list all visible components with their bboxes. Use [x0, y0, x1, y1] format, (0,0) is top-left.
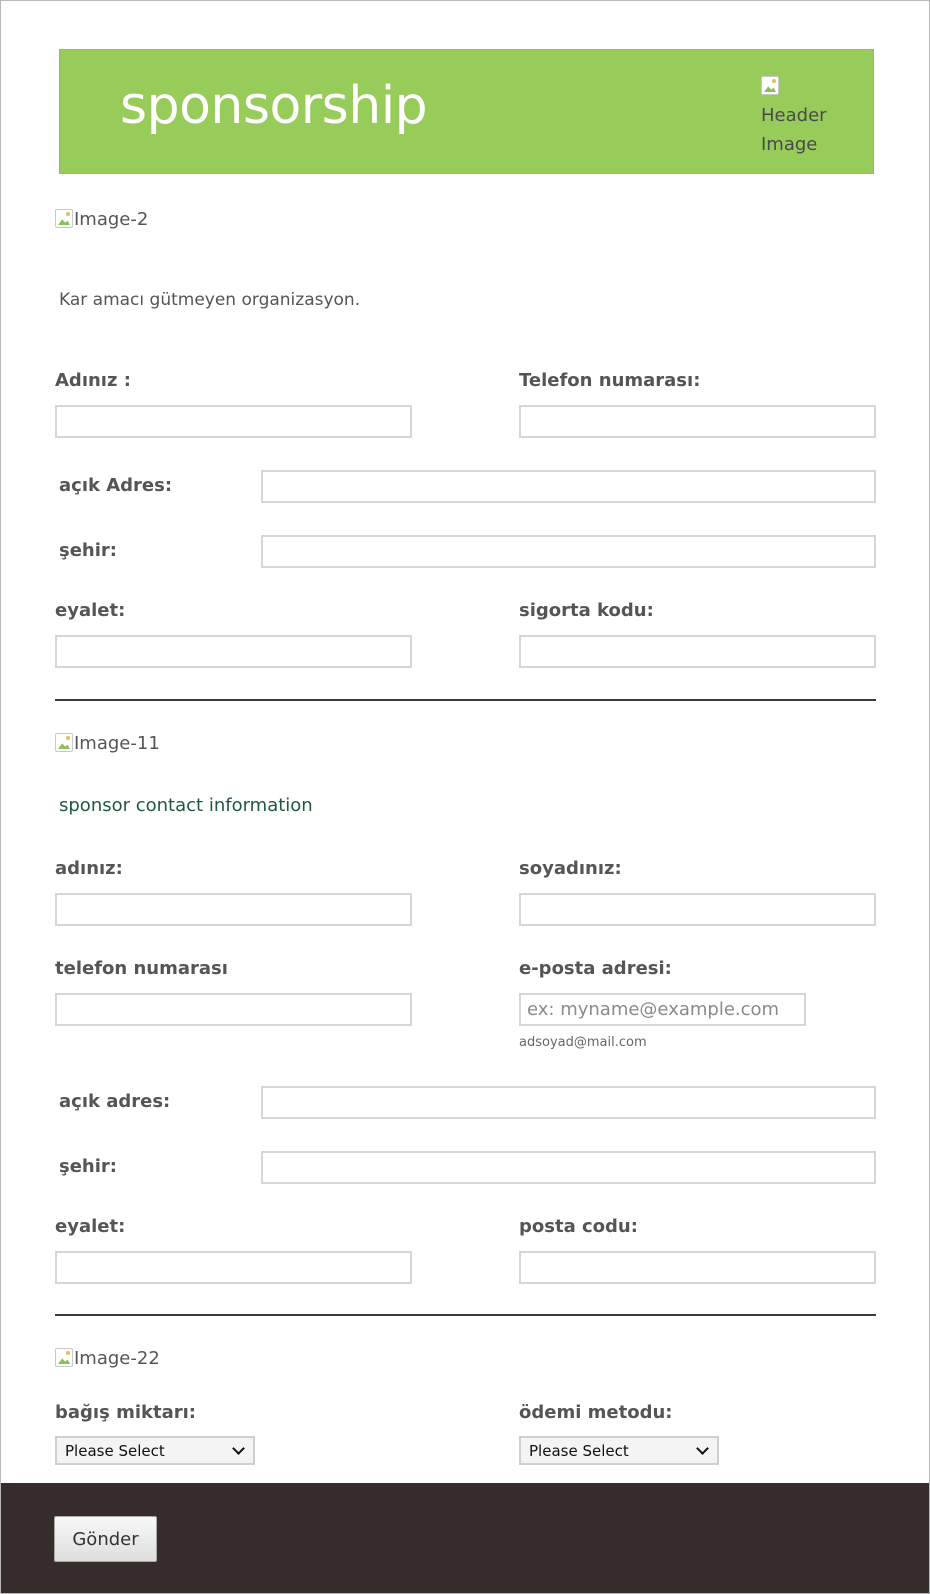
sponsor-address-label: açık adres:: [59, 1091, 171, 1112]
sponsor-first-name-input[interactable]: [55, 893, 412, 926]
org-state-input[interactable]: [55, 635, 412, 668]
org-address-input[interactable]: [261, 470, 876, 503]
chevron-down-icon: [696, 1442, 709, 1455]
org-city-label: şehir:: [59, 540, 117, 561]
sponsor-state-label: eyalet:: [55, 1216, 126, 1237]
image-22: [55, 1348, 160, 1370]
image-11: [55, 733, 160, 755]
org-address-label: açık Adres:: [59, 475, 173, 496]
header-banner: [59, 49, 874, 174]
donation-amount-value: Please Select: [65, 1441, 165, 1460]
header-image: [761, 72, 841, 159]
image-2: [55, 209, 148, 231]
sponsor-address-input[interactable]: [261, 1086, 876, 1119]
image-2-alt: Image-2: [74, 209, 149, 230]
org-city-input[interactable]: [261, 535, 876, 568]
sponsor-heading: sponsor contact information: [59, 795, 313, 816]
org-state-label: eyalet:: [55, 600, 126, 621]
submit-button[interactable]: Gönder: [54, 1516, 157, 1562]
org-name-label: Adınız :: [55, 370, 131, 391]
sponsor-last-name-label: soyadınız:: [519, 858, 622, 879]
form-title: sponsorship: [120, 76, 428, 136]
payment-method-select[interactable]: [519, 1436, 719, 1465]
payment-method-label: ödemi metodu:: [519, 1402, 673, 1423]
broken-image-icon: [761, 76, 779, 95]
sponsor-zip-label: posta codu:: [519, 1216, 638, 1237]
sponsor-first-name-label: adınız:: [55, 858, 123, 879]
section-divider: [55, 1314, 876, 1316]
form-footer: [1, 1483, 930, 1594]
donation-amount-label: bağış miktarı:: [55, 1402, 196, 1423]
sponsor-state-input[interactable]: [55, 1251, 412, 1284]
sponsor-city-label: şehir:: [59, 1156, 117, 1177]
header-image-alt: Header Image: [761, 105, 827, 155]
sponsor-city-input[interactable]: [261, 1151, 876, 1184]
sponsor-email-input[interactable]: [519, 993, 806, 1026]
sponsor-email-label: e-posta adresi:: [519, 958, 672, 979]
org-name-input[interactable]: [55, 405, 412, 438]
org-zip-input[interactable]: [519, 635, 876, 668]
sponsor-last-name-input[interactable]: [519, 893, 876, 926]
intro-text: Kar amacı gütmeyen organizasyon.: [59, 290, 361, 310]
org-phone-label: Telefon numarası:: [519, 370, 701, 391]
image-22-alt: Image-22: [74, 1348, 160, 1369]
sponsor-phone-label: telefon numarası: [55, 958, 228, 979]
payment-method-value: Please Select: [529, 1441, 629, 1460]
broken-image-icon: [55, 209, 73, 228]
broken-image-icon: [55, 733, 73, 752]
org-phone-input[interactable]: [519, 405, 876, 438]
org-zip-label: sigorta kodu:: [519, 600, 654, 621]
image-11-alt: Image-11: [74, 733, 160, 754]
donation-amount-select[interactable]: [55, 1436, 255, 1465]
broken-image-icon: [55, 1348, 73, 1367]
sponsor-zip-input[interactable]: [519, 1251, 876, 1284]
chevron-down-icon: [232, 1442, 245, 1455]
section-divider: [55, 699, 876, 701]
sponsor-phone-input[interactable]: [55, 993, 412, 1026]
email-hint: adsoyad@mail.com: [519, 1035, 647, 1050]
